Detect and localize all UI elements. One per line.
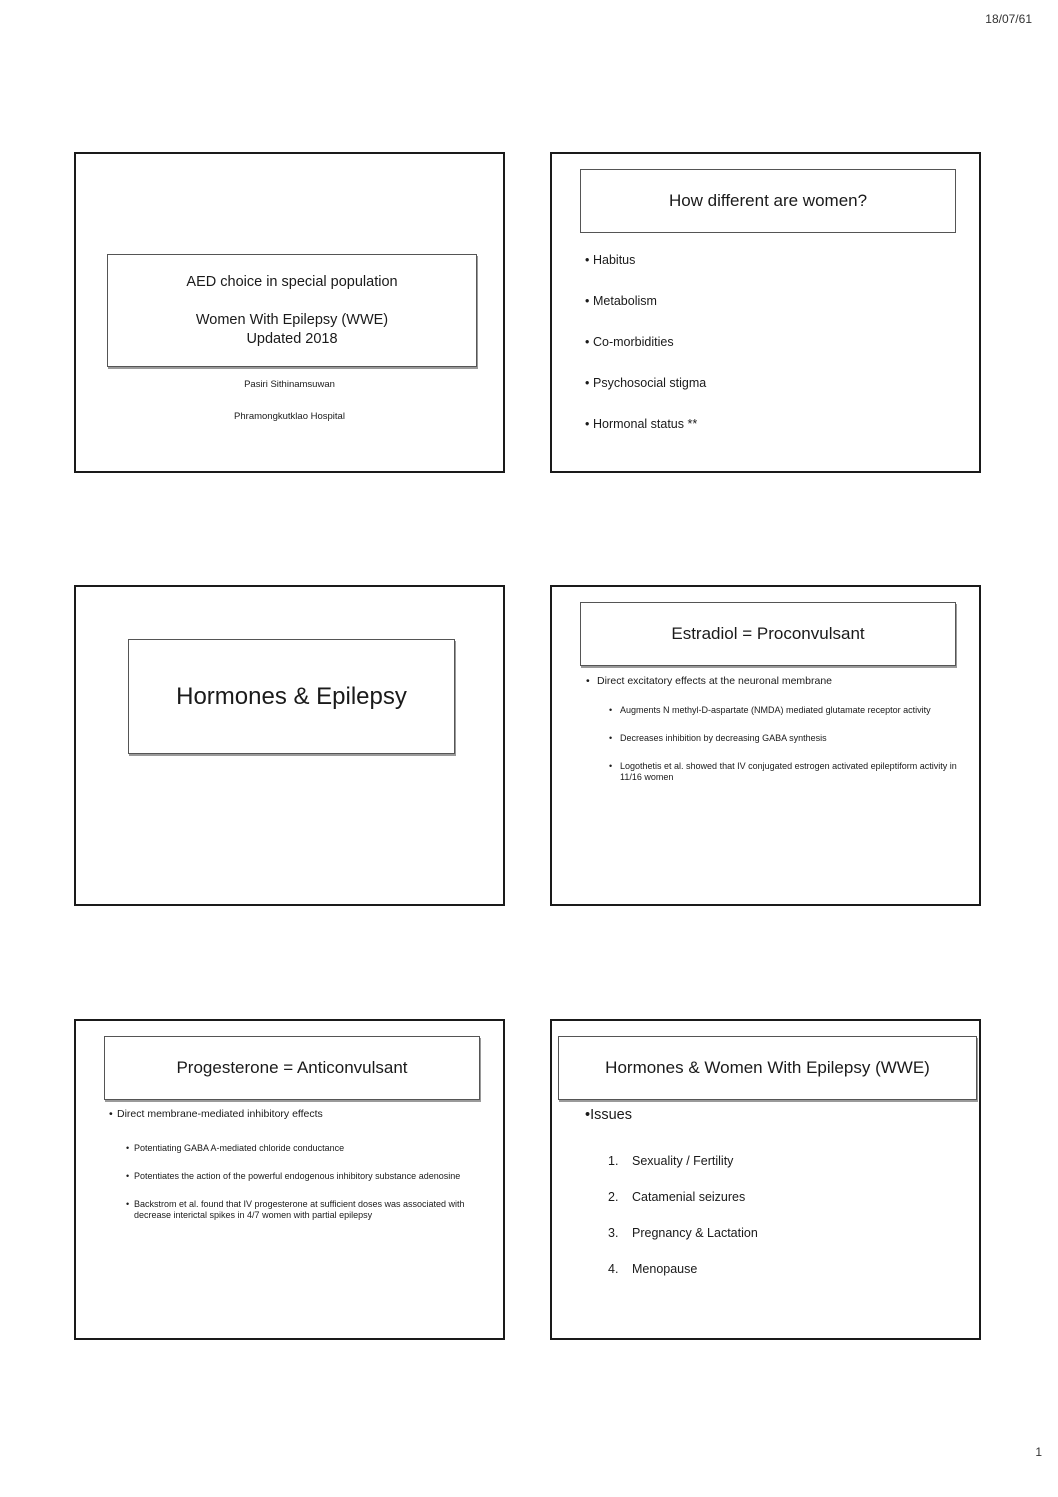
bullet-item: • Hormonal status ** (585, 416, 706, 432)
numbered-list (608, 1153, 758, 1297)
bullet-list (585, 252, 706, 457)
title-box (107, 254, 477, 367)
bullet-item: • Direct excitatory effects at the neuronal membrane (586, 675, 966, 687)
bullet-list-level1 (586, 675, 966, 687)
slide-title: Progesterone = Anticonvulsant (104, 1036, 480, 1100)
bullet-list-level2 (609, 705, 969, 800)
print-date: 18/07/61 (985, 12, 1032, 26)
slide-title: Estradiol = Proconvulsant (580, 602, 956, 666)
bullet-list-level1 (109, 1108, 489, 1120)
slide-5 (74, 1019, 505, 1340)
bullet-item: • Psychosocial stigma (585, 375, 706, 391)
presentation-update: Updated 2018 (246, 330, 338, 347)
slide-title: Hormones & Women With Epilepsy (WWE) (558, 1036, 977, 1100)
slide-4 (550, 585, 981, 906)
sub-bullet-item: • Backstrom et al. found that IV progesterone at sufficient doses was associated with decrease interictal spikes in 4/7 women with partial epilepsy (126, 1199, 486, 1221)
presentation-subtitle: AED choice in special population (186, 273, 398, 290)
section-title: Hormones & Epilepsy (128, 639, 455, 754)
numbered-item (608, 1261, 758, 1277)
item-text: Menopause (632, 1262, 698, 1276)
item-text: Pregnancy & Lactation (632, 1226, 758, 1240)
bullet-item: • Metabolism (585, 293, 706, 309)
item-number: 1. (608, 1154, 619, 1168)
sub-bullet-item: • Potentiating GABA A-mediated chloride conductance (126, 1143, 486, 1154)
hospital-name: Phramongkutklao Hospital (234, 411, 345, 422)
presentation-title: Women With Epilepsy (WWE) (195, 311, 389, 328)
page-number: 1 (1035, 1445, 1042, 1459)
bullet-item: • Direct membrane-mediated inhibitory effects (109, 1108, 489, 1120)
numbered-item (608, 1225, 758, 1241)
issues-heading: • Issues (585, 1107, 632, 1123)
slide-6 (550, 1019, 981, 1340)
bullet-list-level2 (126, 1143, 486, 1238)
slide-1-title (74, 152, 505, 473)
slide-3-section (74, 585, 505, 906)
item-number: 4. (608, 1262, 619, 1276)
numbered-item (608, 1153, 758, 1169)
sub-bullet-item: • Logothetis et al. showed that IV conjugated estrogen activated epileptiform activity in 11/16 women (609, 761, 969, 783)
item-text: Catamenial seizures (632, 1190, 746, 1204)
sub-bullet-item: • Decreases inhibition by decreasing GABA synthesis (609, 733, 969, 744)
item-number: 2. (608, 1190, 619, 1204)
slide-title: How different are women? (580, 169, 956, 233)
slide-2 (550, 152, 981, 473)
bullet-item: • Co-morbidities (585, 334, 706, 350)
sub-bullet-item: • Augments N methyl-D-aspartate (NMDA) mediated glutamate receptor activity (609, 705, 969, 716)
item-number: 3. (608, 1226, 619, 1240)
author-name: Pasiri Sithinamsuwan (244, 379, 335, 390)
bullet-item: • Habitus (585, 252, 706, 268)
numbered-item (608, 1189, 758, 1205)
sub-bullet-item: • Potentiates the action of the powerful endogenous inhibitory substance adenosine (126, 1171, 486, 1182)
item-text: Sexuality / Fertility (632, 1154, 734, 1168)
